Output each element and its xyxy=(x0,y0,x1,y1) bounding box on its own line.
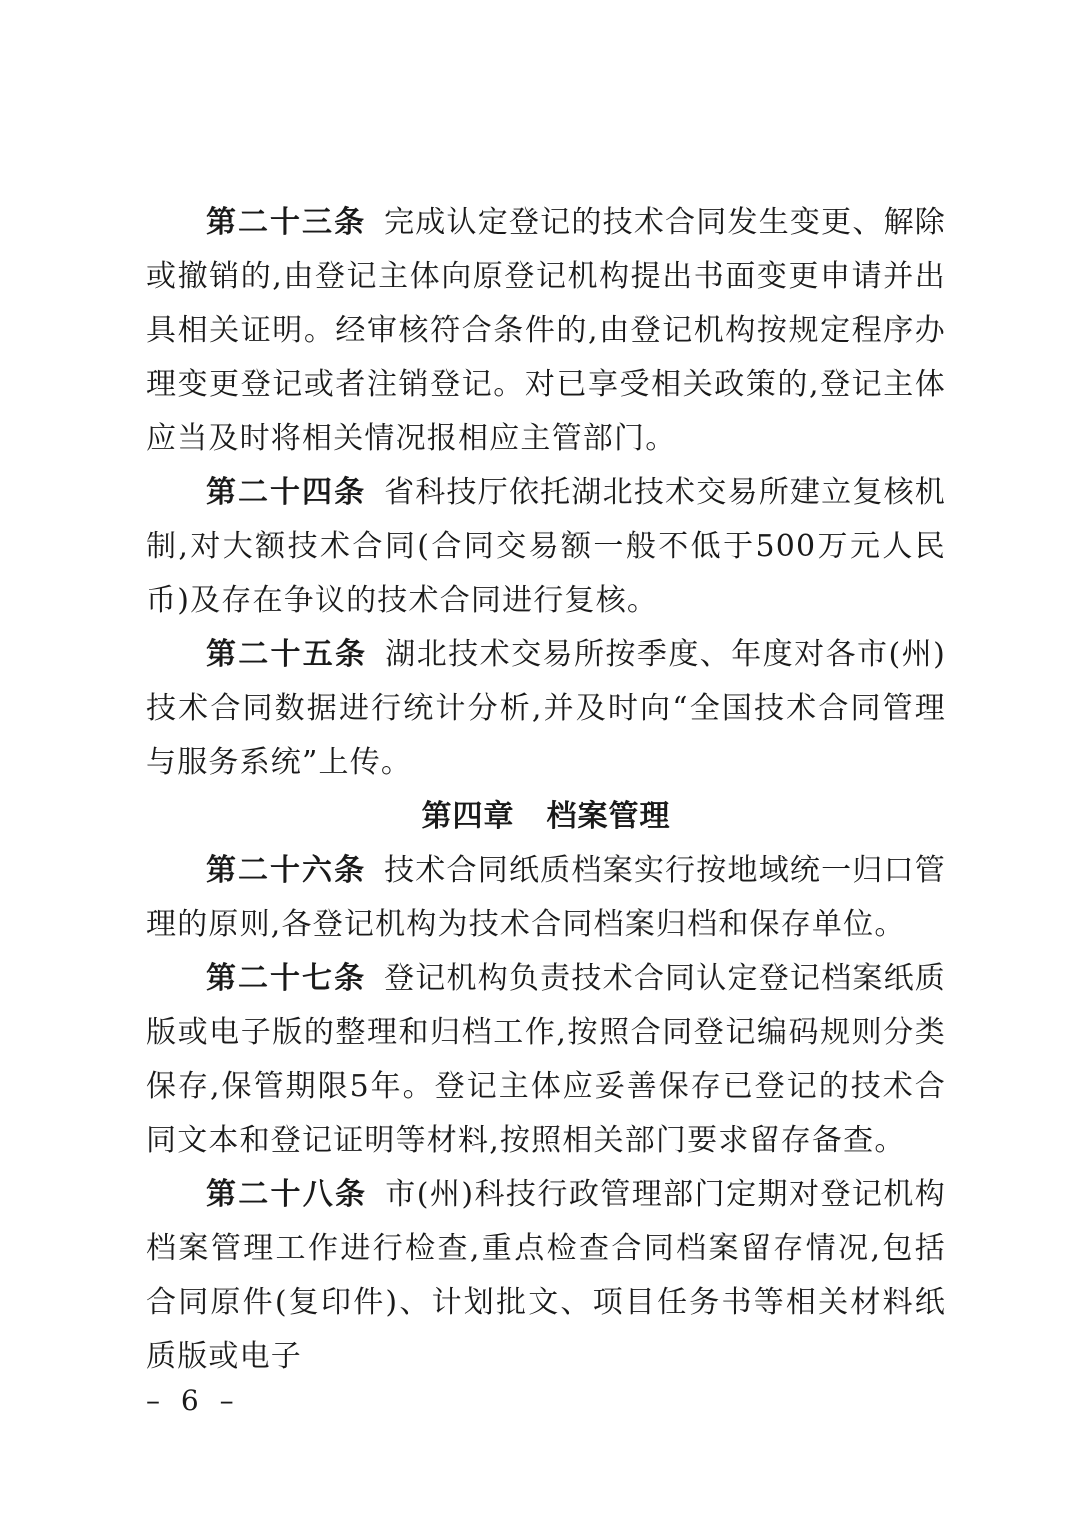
article-23 xyxy=(146,196,946,466)
article-25-text: 湖北技术交易所按季度、年度对各市(州)技术合同数据进行统计分析,并及时向“全国技术合同管理与服务系统”上传。 xyxy=(146,637,946,780)
article-28-number: 第二十八条 xyxy=(206,1177,368,1212)
chapter-title: 档案管理 xyxy=(546,799,671,834)
article-23-number: 第二十三条 xyxy=(206,205,367,240)
article-23-text: 完成认定登记的技术合同发生变更、解除或撤销的,由登记主体向原登记机构提出书面变更申请并出具相关证明。经审核符合条件的,由登记机构按规定程序办理变更登记或者注销登记。对已享受相关政策的,登记主体应当及时将相关情况报相应主管部门。 xyxy=(146,205,946,456)
article-25 xyxy=(146,628,946,790)
chapter-heading xyxy=(146,790,946,844)
article-26-number: 第二十六条 xyxy=(206,853,367,888)
article-24 xyxy=(146,466,946,628)
article-25-number: 第二十五条 xyxy=(206,637,368,672)
chapter-number: 第四章 xyxy=(421,799,515,834)
article-27-text: 登记机构负责技术合同认定登记档案纸质版或电子版的整理和归档工作,按照合同登记编码规则分类保存,保管期限5年。登记主体应妥善保存已登记的技术合同文本和登记证明等材料,按照相关部门要求留存备查。 xyxy=(146,961,946,1158)
article-27 xyxy=(146,952,946,1168)
article-24-text: 省科技厅依托湖北技术交易所建立复核机制,对大额技术合同(合同交易额一般不低于500万元人民币)及存在争议的技术合同进行复核。 xyxy=(146,475,946,618)
page-number: – 6 – xyxy=(146,1384,240,1417)
article-28-text: 市(州)科技行政管理部门定期对登记机构档案管理工作进行检查,重点检查合同档案留存情况,包括合同原件(复印件)、计划批文、项目任务书等相关材料纸质版或电子 xyxy=(146,1177,946,1374)
article-27-number: 第二十七条 xyxy=(206,961,367,996)
article-28 xyxy=(146,1168,946,1384)
article-26 xyxy=(146,844,946,952)
article-26-text: 技术合同纸质档案实行按地域统一归口管理的原则,各登记机构为技术合同档案归档和保存单位。 xyxy=(146,853,946,942)
article-24-number: 第二十四条 xyxy=(206,475,367,510)
page-content xyxy=(146,196,946,1384)
